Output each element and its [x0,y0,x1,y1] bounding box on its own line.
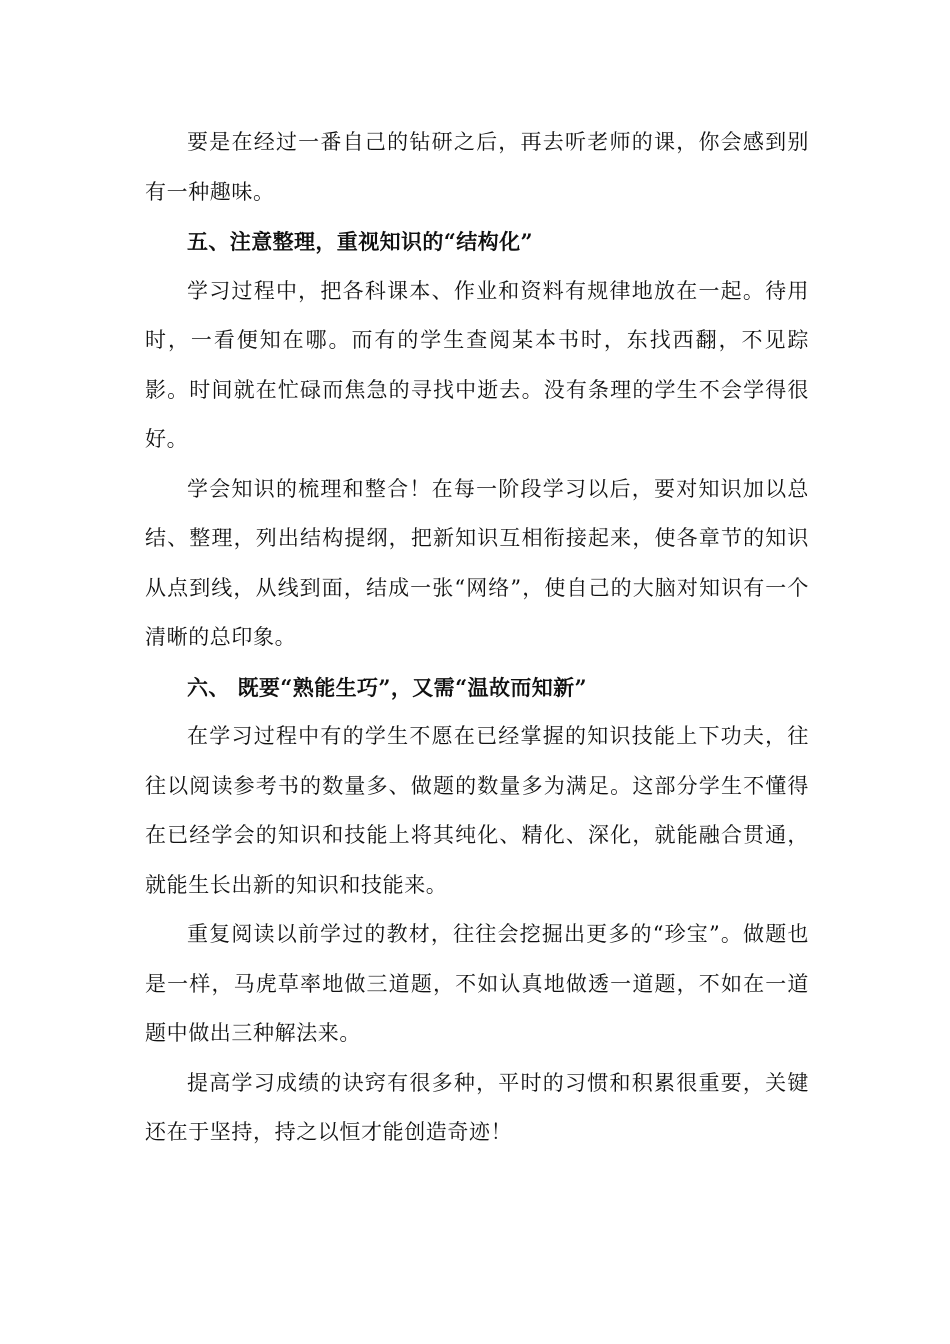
paragraph-conclusion: 提高学习成绩的诀窍有很多种，平时的习惯和积累很重要，关键还在于坚持，持之以恒才能创造奇迹！ [145,1070,809,1144]
paragraph-practice-mastery: 在学习过程中有的学生不愿在已经掌握的知识技能上下功夫，往往以阅读参考书的数量多、做题的数量多为满足。这部分学生不懂得在已经学会的知识和技能上将其纯化、精化、深化，就能融合贯通，就能生长出新的知识和技能来。 [145,724,809,897]
paragraph-intro-continuation: 要是在经过一番自己的钻研之后，再去听老师的课，你会感到别有一种趣味。 [145,130,809,204]
document-body [145,118,809,1158]
section-heading-five: 五、注意整理，重视知识的“结构化” [187,229,533,254]
section-heading-six: 六、 既要“熟能生巧”，又需“温故而知新” [187,674,588,700]
paragraph-knowledge-integration: 学会知识的梳理和整合！在每一阶段学习以后，要对知识加以总结、整理，列出结构提纲，把新知识互相衔接起来，使各章节的知识从点到线，从线到面，结成一张“网络”，使自己的大脑对知识有一个清晰的总印象。 [145,476,809,649]
paragraph-review-textbooks: 重复阅读以前学过的教材，往往会挖掘出更多的“珍宝”。做题也是一样，马虎草率地做三道题，不如认真地做透一道题，不如在一道题中做出三种解法来。 [145,922,809,1045]
paragraph-organize-materials: 学习过程中，把各科课本、作业和资料有规律地放在一起。待用时，一看便知在哪。而有的学生查阅某本书时，东找西翻，不见踪影。时间就在忙碌而焦急的寻找中逝去。没有条理的学生不会学得很好。 [145,278,809,451]
